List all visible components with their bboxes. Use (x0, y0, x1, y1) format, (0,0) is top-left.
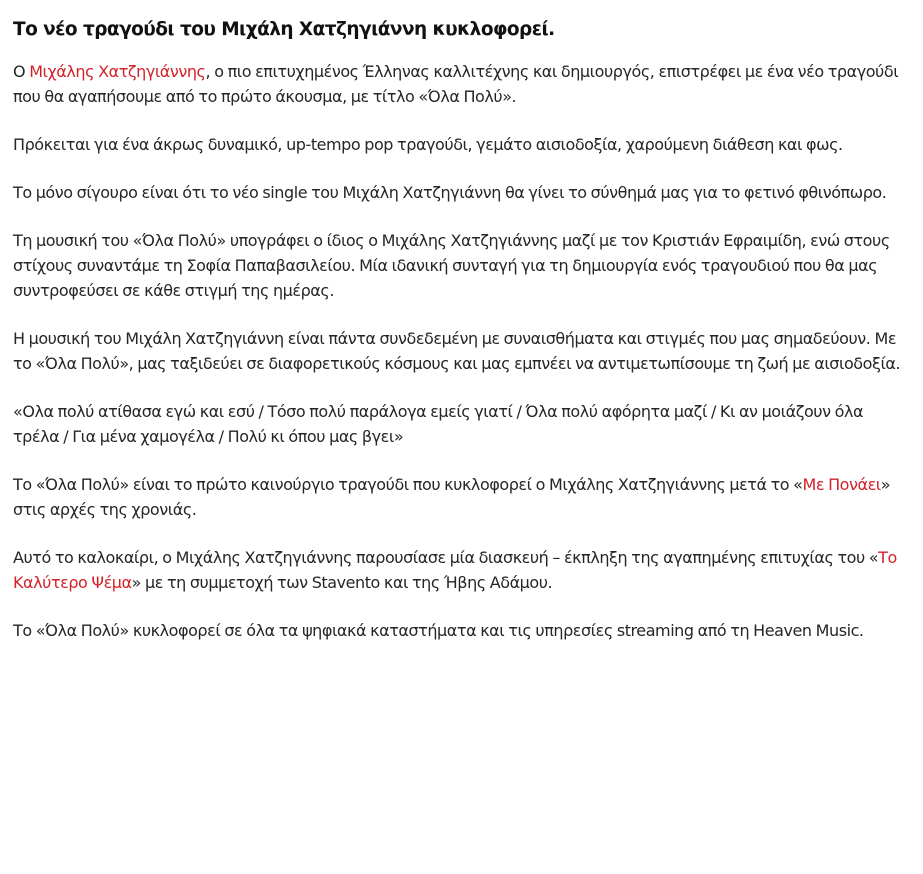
to-kalytero-psema-link[interactable]: Το Καλύτερο Ψέμα (13, 548, 897, 592)
paragraph-summer-cover (13, 545, 905, 595)
me-ponaei-link[interactable]: Με Πονάει (802, 475, 881, 494)
artist-link[interactable]: Μιχάλης Χατζηγιάννης (29, 62, 206, 81)
paragraph-lyrics-quote: «Ολα πολύ ατίθασα εγώ και εσύ / Τόσο πολύ παράλογα εμείς γιατί / Όλα πολύ αφόρητα μαζί / Κι αν μοιάζουν όλα τρέλα / Για μένα χαμογέλα / Πολύ κι όπου μας βγει» (13, 402, 864, 446)
paragraph-credits: Τη μουσική του «Όλα Πολύ» υπογράφει ο ίδιος ο Μιχάλης Χατζηγιάννης μαζί με τον Κριστιάν Εφραιμίδη, ενώ στους στίχους συναντάμε τη Σοφία Παπαβασιλείου. Μία ιδανική συνταγή για τη δημιουργία ενός τραγουδιού που θα μας συντροφεύσει σε κάθε στιγμή της ημέρας. (13, 231, 890, 300)
paragraph-autumn-single: Το μόνο σίγουρο είναι ότι το νέο single του Μιχάλη Χατζηγιάννη θα γίνει το σύνθημά μας για το φετινό φθινόπωρο. (13, 183, 887, 202)
paragraph-intro-text-after: , ο πιο επιτυχημένος Έλληνας καλλιτέχνης και δημιουργός, επιστρέφει με ένα νέο τραγούδι που θα αγαπήσουμε από το πρώτο άκουσμα, με τίτλο «Όλα Πολύ». (13, 62, 899, 106)
article-title: Το νέο τραγούδι του Μιχάλη Χατζηγιάννη κυκλοφορεί. (13, 19, 555, 40)
paragraph-summer-cover-after: » με τη συμμετοχή των Stavento και της Ήβης Αδάμου. (131, 573, 553, 592)
paragraph-summer-cover-before: Αυτό το καλοκαίρι, ο Μιχάλης Χατζηγιάννης παρουσίασε μία διασκευή – έκπληξη της αγαπημένης επιτυχίας του « (13, 548, 879, 567)
paragraph-availability: Το «Όλα Πολύ» κυκλοφορεί σε όλα τα ψηφιακά καταστήματα και τις υπηρεσίες streaming από τη Heaven Music. (13, 621, 864, 640)
paragraph-song-description: Πρόκειται για ένα άκρως δυναμικό, up-tempo pop τραγούδι, γεμάτο αισιοδοξία, χαρούμενη διάθεση και φως. (13, 135, 843, 154)
paragraph-intro (13, 59, 905, 109)
paragraph-previous-single-after: » στις αρχές της χρονιάς. (13, 475, 891, 519)
paragraph-previous-single-before: Το «Όλα Πολύ» είναι το πρώτο καινούργιο τραγούδι που κυκλοφορεί ο Μιχάλης Χατζηγιάννης μετά το « (13, 475, 803, 494)
paragraph-music-emotions: Η μουσική του Μιχάλη Χατζηγιάννη είναι πάντα συνδεδεμένη με συναισθήματα και στιγμές που μας σημαδεύουν. Με το «Όλα Πολύ», μας ταξιδεύει σε διαφορετικούς κόσμους και μας εμπνέει να αντιμετωπίσουμε τη ζωή με αισιοδοξία. (13, 329, 901, 373)
paragraph-intro-text-before: Ο (13, 62, 30, 81)
paragraph-previous-single (13, 472, 905, 522)
